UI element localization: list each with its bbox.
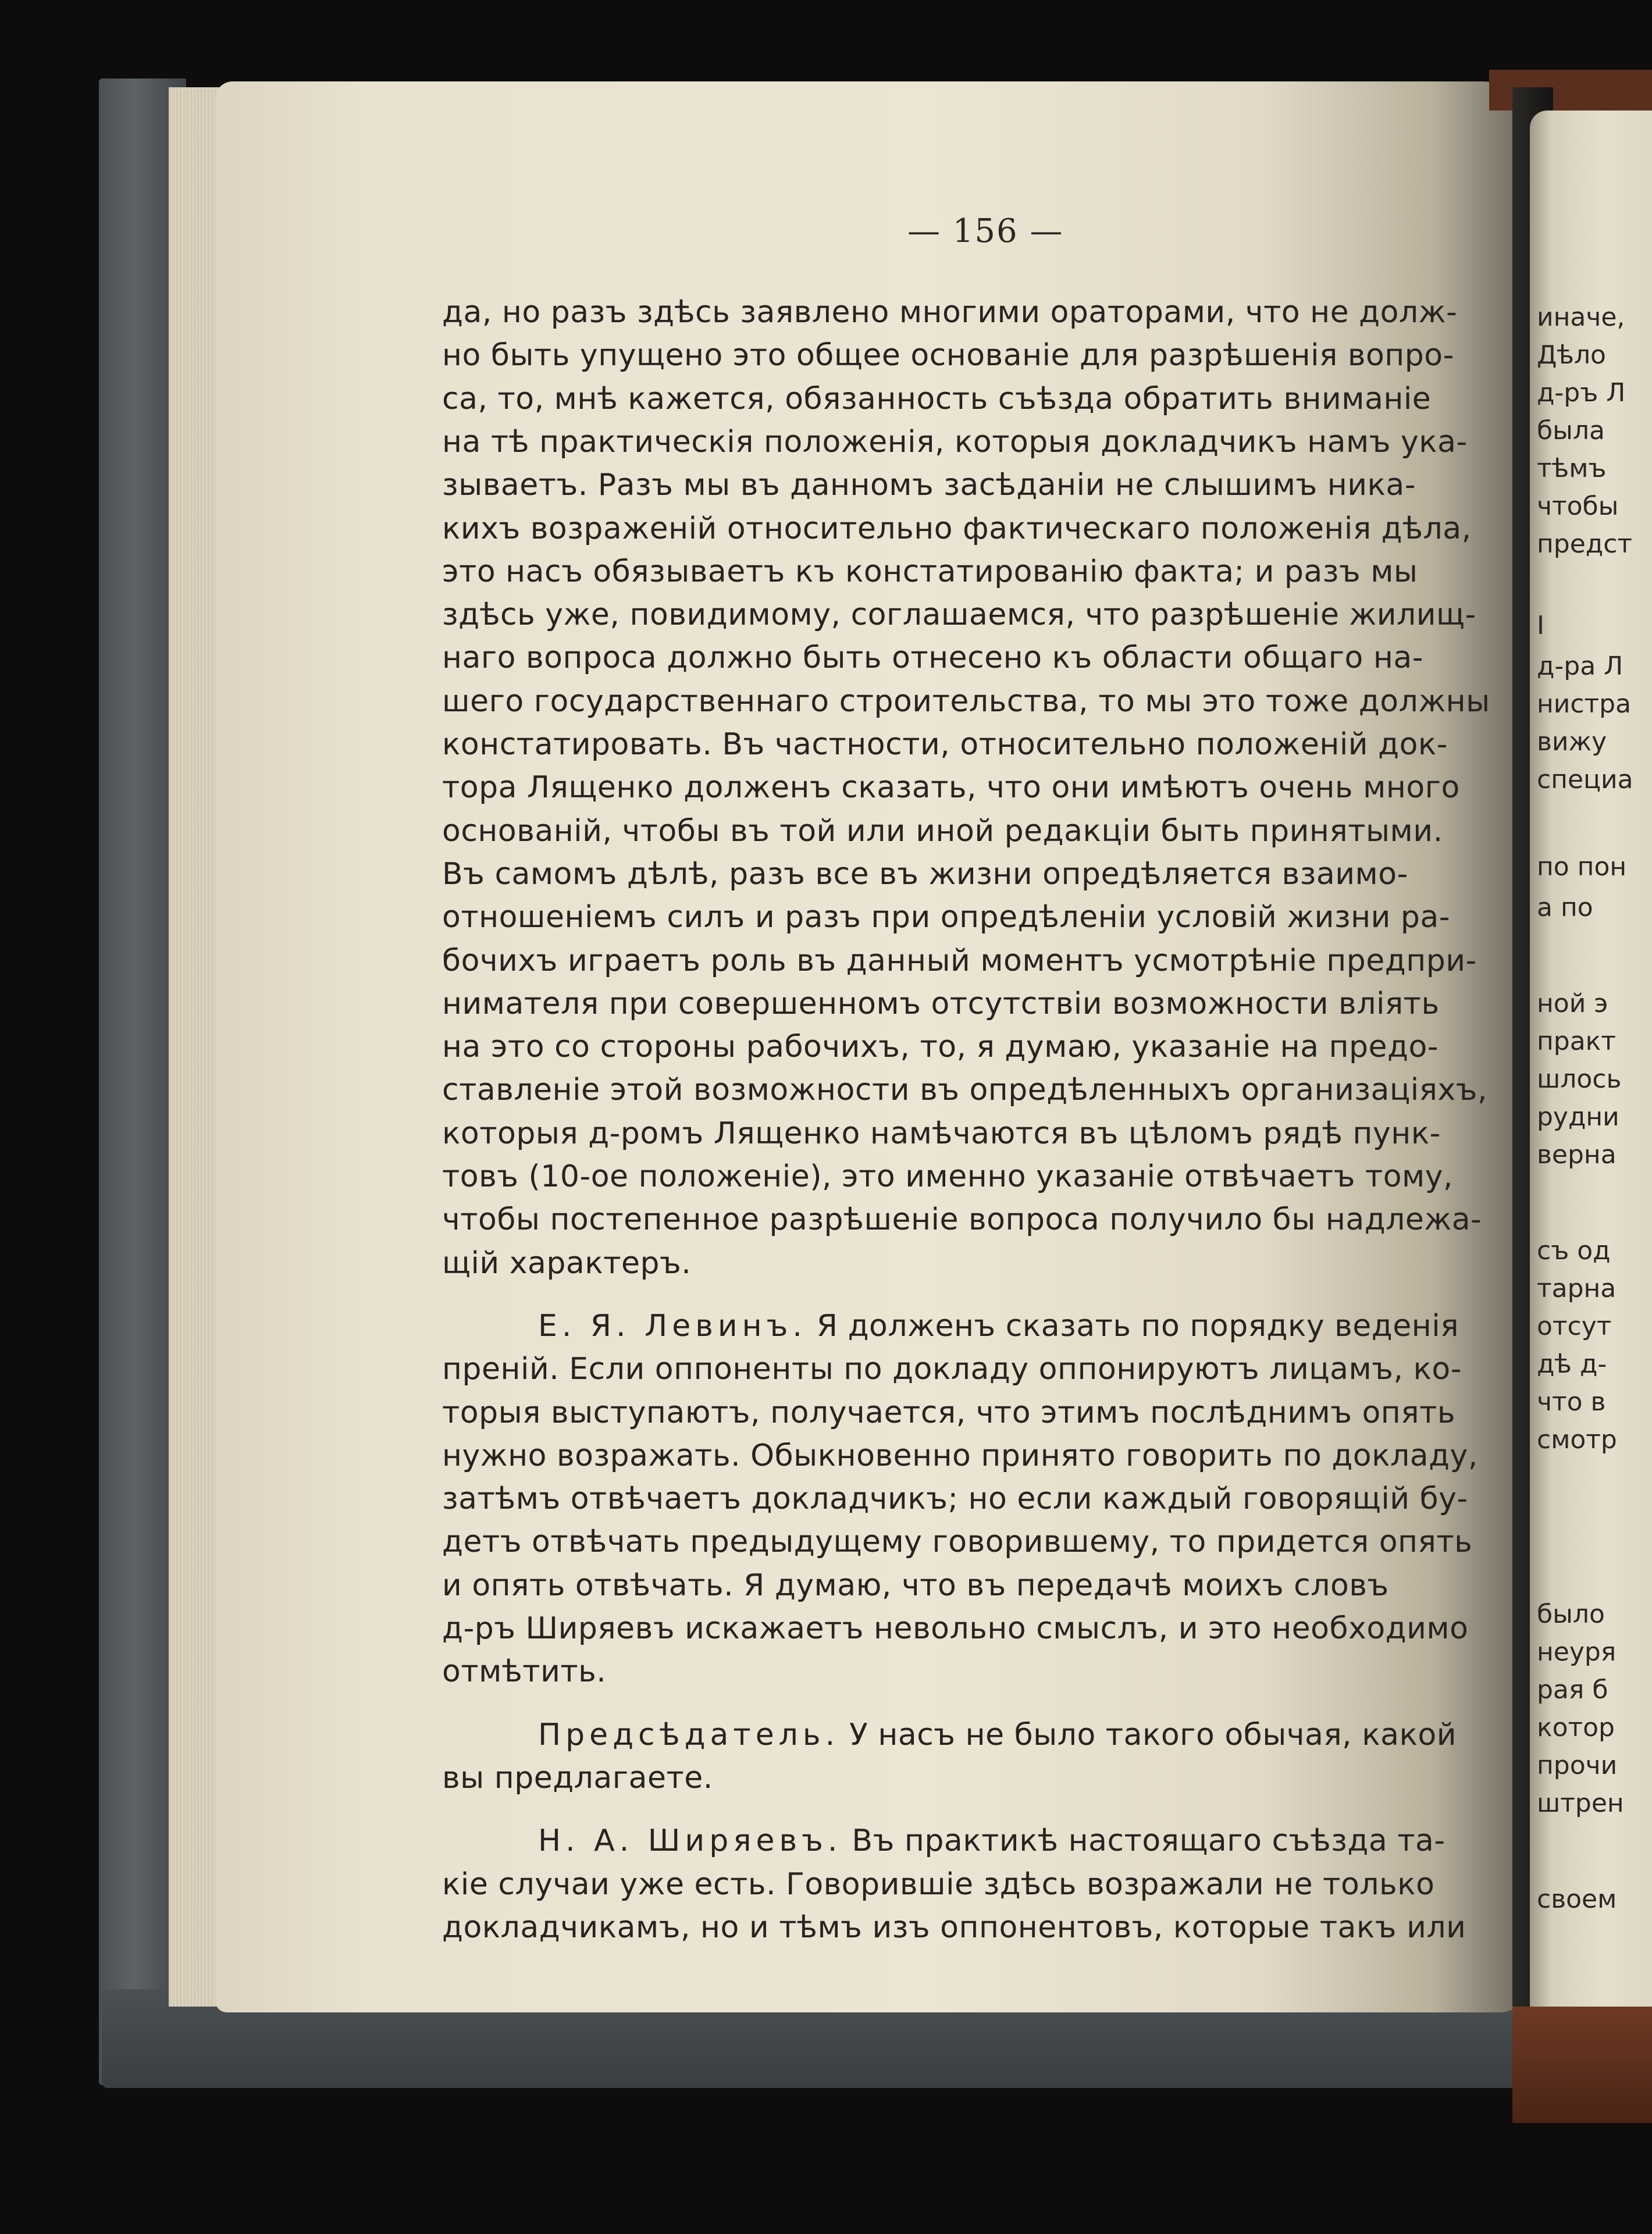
text-line: затѣмъ отвѣчаетъ докладчикъ; но если каждый говорящій бу- [442, 1481, 1468, 1517]
next-page-line: вижу [1537, 727, 1607, 757]
text-line: на тѣ практическія положенія, которыя докладчикъ намъ ука- [442, 424, 1468, 459]
text-line: кихъ возраженій относительно фактическаго положенія дѣла, [442, 511, 1472, 546]
next-page-line: котор [1537, 1713, 1615, 1743]
speaker-name: Предсѣдатель. [538, 1717, 840, 1752]
next-page-line: шлось [1537, 1064, 1622, 1094]
text-line [538, 1713, 1457, 1756]
speaker-name: Н. А. Ширяевъ. [538, 1823, 842, 1859]
next-page-line: І [1537, 611, 1544, 640]
text-line [538, 1305, 1459, 1348]
next-page-line: рая б [1537, 1675, 1608, 1705]
next-page-line: тѣмъ [1537, 454, 1607, 483]
next-page-line: штрен [1537, 1788, 1624, 1818]
text-line: наго вопроса должно быть отнесено къ области общаго на- [442, 640, 1423, 676]
next-page-line: предст [1537, 529, 1633, 559]
text-line: товъ (10-ое положеніе), это именно указаніе отвѣчаетъ тому, [442, 1159, 1454, 1194]
text-line: которыя д-ромъ Лященко намѣчаются въ цѣломъ рядѣ пунк- [442, 1116, 1441, 1151]
text-line: кіе случаи уже есть. Говорившіе здѣсь возражали не только [442, 1866, 1435, 1902]
text-line: основаній, чтобы въ той или иной редакціи быть принятыми. [442, 813, 1443, 849]
next-page-line: практ [1537, 1027, 1616, 1056]
text-line: преній. Если оппоненты по докладу оппонируютъ лицамъ, ко- [442, 1352, 1462, 1387]
text-line: здѣсь уже, повидимому, соглашаемся, что разрѣшеніе жилищ- [442, 597, 1476, 633]
line-text: Въ практикѣ настоящаго съѣзда та- [842, 1823, 1446, 1859]
text-line: и опять отвѣчать. Я думаю, что въ передачѣ моихъ словъ [442, 1567, 1389, 1603]
next-page-line: тарна [1537, 1274, 1617, 1303]
text-line: д-ръ Ширяевъ искажаетъ невольно смыслъ, и это необходимо [442, 1611, 1469, 1646]
text-line: но быть упущено это общее основаніе для разрѣшенія вопро- [442, 338, 1454, 373]
text-line: чтобы постепенное разрѣшеніе вопроса получило бы надлежа- [442, 1202, 1482, 1238]
next-page-line: иначе, [1537, 302, 1625, 332]
speaker-name: Е. Я. Левинъ. [538, 1308, 807, 1344]
line-text: У насъ не было такого обычая, какой [839, 1717, 1457, 1752]
next-page-line: неуря [1537, 1637, 1617, 1667]
next-page-line: по пон [1537, 852, 1627, 882]
text-line: вы предлагаете. [442, 1760, 713, 1795]
text-line: детъ отвѣчать предыдущему говорившему, то придется опять [442, 1524, 1473, 1560]
text-line: щій характеръ. [442, 1245, 692, 1281]
text-line: докладчикамъ, но и тѣмъ изъ оппонентовъ, которые такъ или [442, 1909, 1466, 1945]
next-page-line: специа [1537, 765, 1633, 794]
text-line: бочихъ играетъ роль въ данный моментъ усмотрѣніе предпри- [442, 943, 1477, 978]
text-line: это насъ обязываетъ къ констатированію факта; и разъ мы [442, 554, 1418, 589]
next-page-line: было [1537, 1599, 1605, 1629]
next-page-line: верна [1537, 1140, 1617, 1170]
next-page-line: прочи [1537, 1751, 1618, 1780]
next-page-line: нистра [1537, 689, 1632, 719]
next-page-line: рудни [1537, 1102, 1619, 1132]
text-line: нимателя при совершенномъ отсутствіи возможности вліять [442, 986, 1440, 1021]
next-page-line: отсут [1537, 1312, 1612, 1341]
next-page-line: что в [1537, 1387, 1606, 1417]
right-page-fragment [1530, 111, 1652, 2065]
text-line: да, но разъ здѣсь заявлено многими ораторами, что не долж- [442, 295, 1458, 330]
next-page-line: была [1537, 416, 1605, 446]
next-page-line: д-ра Л [1537, 651, 1623, 681]
text-line: Въ самомъ дѣлѣ, разъ все въ жизни опредѣляется взаимо- [442, 856, 1408, 892]
next-page-line: дѣ д- [1537, 1349, 1607, 1379]
next-page-line: д-ръ Л [1537, 378, 1626, 408]
text-line: на это со стороны рабочихъ, то, я думаю, указаніе на предо- [442, 1029, 1439, 1065]
text-line: шего государственнаго строительства, то мы это тоже должны [442, 683, 1490, 719]
next-page-line: своем [1537, 1884, 1617, 1914]
text-line: са, то, мнѣ кажется, обязанность съѣзда обратить вниманіе [442, 381, 1432, 416]
next-page-line: Дѣло [1537, 340, 1606, 370]
text-line: ставленіе этой возможности въ опредѣленныхъ организаціяхъ, [442, 1073, 1487, 1108]
next-page-line: чтобы [1537, 491, 1619, 521]
next-page-line: съ од [1537, 1236, 1611, 1266]
binding-bottom [1512, 2007, 1652, 2123]
next-page-line: смотр [1537, 1425, 1617, 1455]
text-line: констатировать. Въ частности, относительно положеній док- [442, 727, 1448, 762]
next-page-line: ной э [1537, 989, 1608, 1018]
line-text: Я долженъ сказать по порядку веденія [806, 1308, 1459, 1344]
text-line: тора Лященко долженъ сказать, что они имѣютъ очень много [442, 770, 1460, 806]
text-line [538, 1819, 1446, 1862]
text-line: нужно возражать. Обыкновенно принято говорить по докладу, [442, 1438, 1478, 1473]
page-number: — 156 — [907, 212, 1064, 250]
text-line: торыя выступаютъ, получается, что этимъ послѣднимъ опять [442, 1395, 1456, 1430]
next-page-line: а по [1537, 893, 1593, 922]
text-line: отмѣтить. [442, 1654, 607, 1690]
text-line: отношеніемъ силъ и разъ при опредѣленіи условій жизни ра- [442, 900, 1451, 935]
text-line: зываетъ. Разъ мы въ данномъ засѣданіи не слышимъ ника- [442, 468, 1416, 503]
